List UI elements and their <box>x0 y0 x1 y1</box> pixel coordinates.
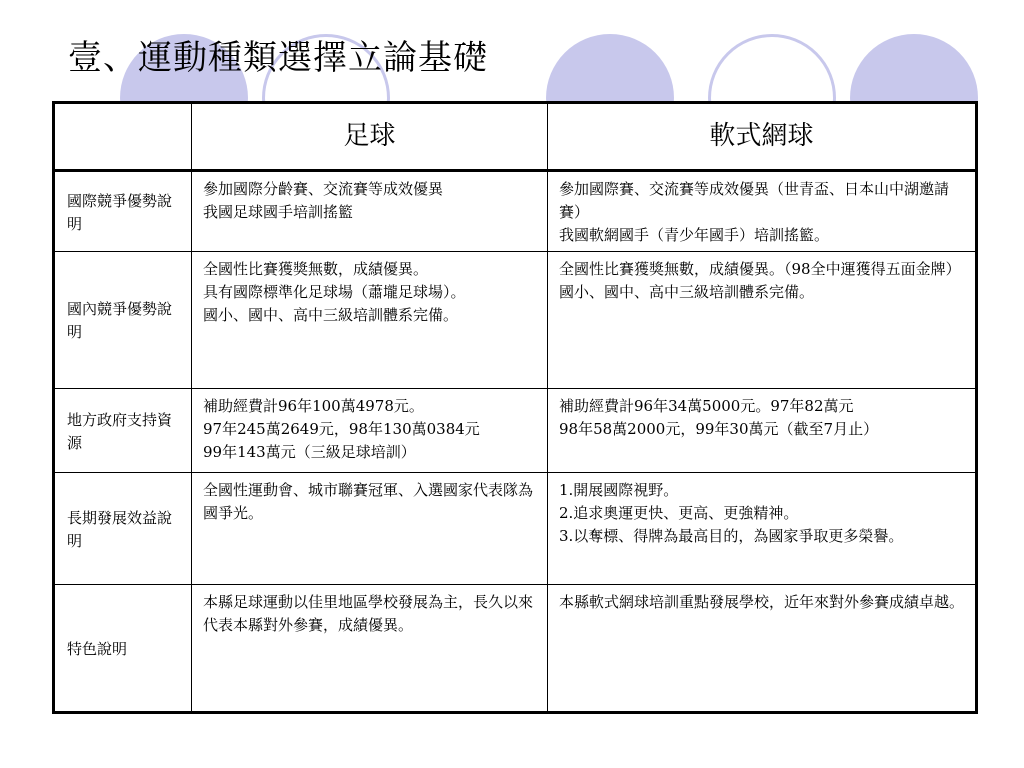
table-row <box>54 171 977 252</box>
cell-line: 具有國際標準化足球場（蕭壠足球場）。 <box>203 283 466 301</box>
cell-line: 98年58萬2000元，99年30萬元（截至7月止） <box>559 420 879 438</box>
cell-line: 國小、國中、高中三級培訓體系完備。 <box>559 283 815 301</box>
cell-line: 補助經費計96年100萬4978元。 <box>203 397 424 415</box>
cell-line: 3.以奪標、得牌為最高目的，為國家爭取更多榮譽。 <box>559 527 904 545</box>
football-cell <box>192 585 548 713</box>
soft-tennis-cell <box>548 171 977 252</box>
header-football: 足球 <box>192 103 548 171</box>
table-row <box>54 389 977 473</box>
row-label: 國際競爭優勢說明 <box>54 171 192 252</box>
table-row <box>54 252 977 389</box>
cell-line: 1.開展國際視野。 <box>559 481 679 499</box>
soft-tennis-cell <box>548 389 977 473</box>
row-label: 地方政府支持資源 <box>54 389 192 473</box>
row-label: 國內競爭優勢說明 <box>54 252 192 389</box>
cell-line: 99年143萬元（三級足球培訓） <box>203 443 416 461</box>
football-cell <box>192 389 548 473</box>
row-label: 長期發展效益說明 <box>54 473 192 585</box>
cell-line: 全國性比賽獲獎無數，成績優異。（98全中運獲得五面金牌） <box>559 260 961 278</box>
cell-line: 本縣足球運動以佳里地區學校發展為主，長久以來代表本縣對外參賽，成績優異。 <box>203 593 534 634</box>
soft-tennis-cell <box>548 585 977 713</box>
cell-line: 全國性運動會、城市聯賽冠軍、入選國家代表隊為國爭光。 <box>203 481 534 522</box>
comparison-table <box>52 101 978 714</box>
cell-line: 國小、國中、高中三級培訓體系完備。 <box>203 306 459 324</box>
cell-line: 2.追求奧運更快、更高、更強精神。 <box>559 504 799 522</box>
row-label: 特色說明 <box>54 585 192 713</box>
header-empty-cell <box>54 103 192 171</box>
cell-line: 參加國際分齡賽、交流賽等成效優異 <box>203 180 444 198</box>
cell-line: 本縣軟式網球培訓重點發展學校，近年來對外參賽成績卓越。 <box>559 593 965 611</box>
cell-line: 我國軟網國手（青少年國手）培訓搖籃。 <box>559 226 830 244</box>
cell-line: 參加國際賽、交流賽等成效優異（世青盃、日本山中湖邀請賽） <box>559 180 950 221</box>
table-row <box>54 473 977 585</box>
football-cell <box>192 473 548 585</box>
header-soft-tennis: 軟式網球 <box>548 103 977 171</box>
soft-tennis-cell <box>548 473 977 585</box>
cell-line: 97年245萬2649元，98年130萬0384元 <box>203 420 480 438</box>
football-cell <box>192 171 548 252</box>
cell-line: 我國足球國手培訓搖籃 <box>203 203 354 221</box>
cell-line: 補助經費計96年34萬5000元。97年82萬元 <box>559 397 854 415</box>
soft-tennis-cell <box>548 252 977 389</box>
cell-line: 全國性比賽獲獎無數，成績優異。 <box>203 260 429 278</box>
table-row <box>54 585 977 713</box>
table-header-row <box>54 103 977 171</box>
football-cell <box>192 252 548 389</box>
slide-title: 壹、運動種類選擇立論基礎 <box>68 38 488 78</box>
